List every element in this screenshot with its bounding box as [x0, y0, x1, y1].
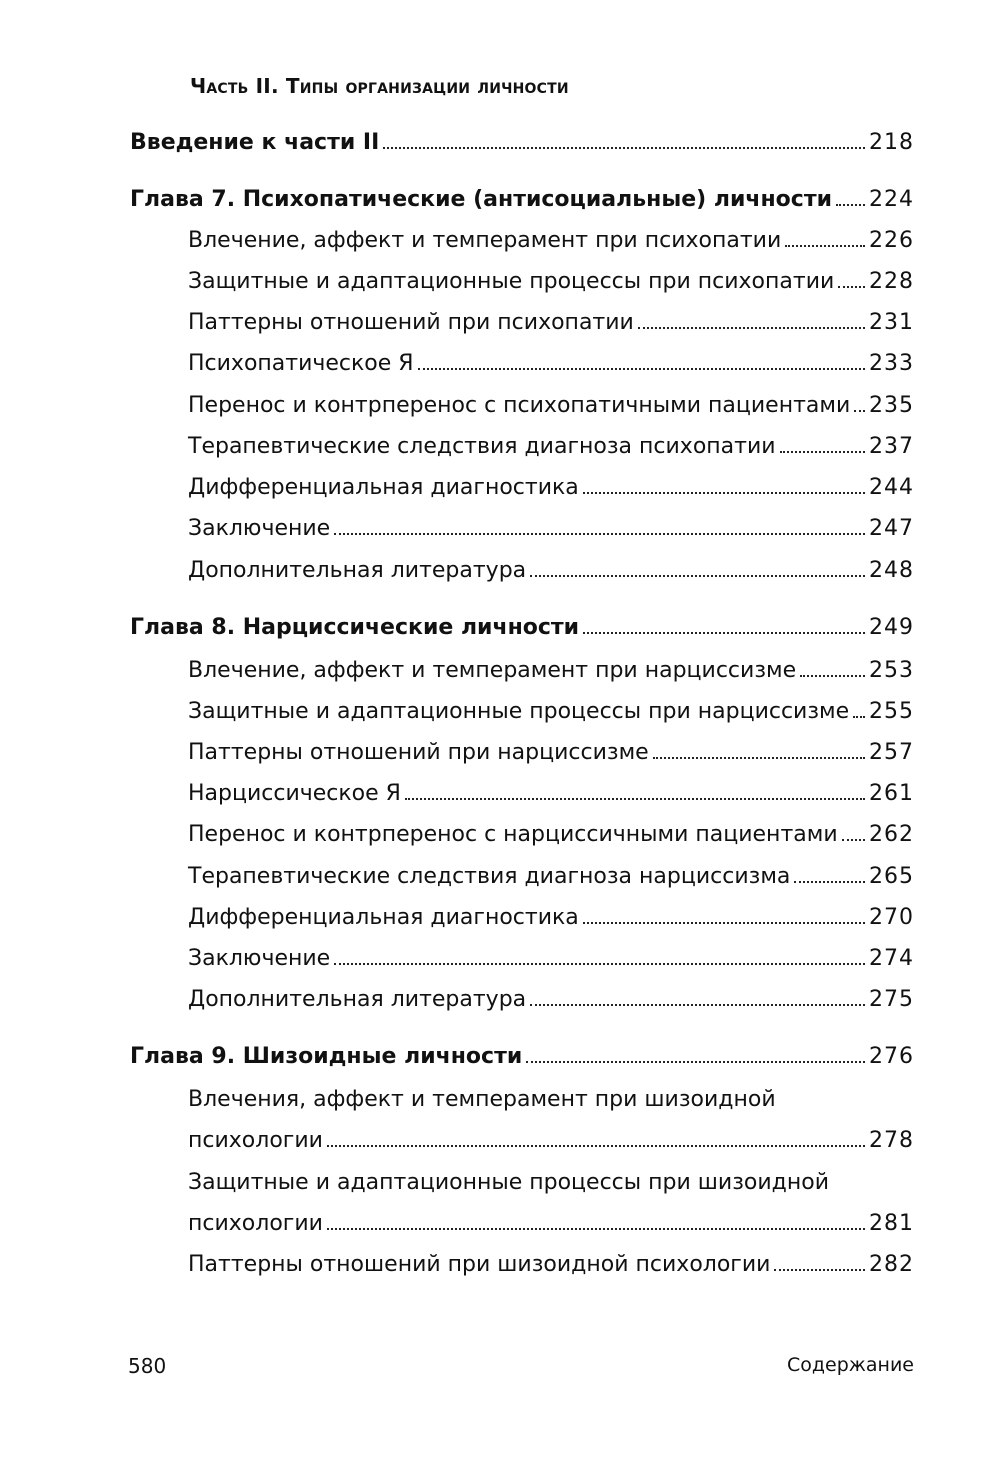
- toc-entry-page: 281: [869, 1211, 914, 1236]
- toc-section[interactable]: [188, 738, 914, 768]
- dot-leader: [583, 492, 865, 494]
- toc-entry-page: 249: [869, 615, 914, 640]
- toc-section[interactable]: [188, 432, 914, 462]
- toc-entry-title: Введение к части II: [130, 130, 380, 155]
- dot-leader: [405, 798, 865, 800]
- dot-leader: [530, 575, 865, 577]
- dot-leader: [853, 716, 865, 718]
- toc-entry-title: Психопатическое Я: [188, 351, 414, 376]
- toc-section[interactable]: [188, 1209, 914, 1239]
- toc-entry-title: Дополнительная литература: [188, 558, 527, 583]
- toc-section-line1[interactable]: Влечения, аффект и темперамент при шизоидной: [188, 1087, 776, 1112]
- toc-chapter-8[interactable]: [130, 613, 914, 643]
- toc-entry-title: Заключение: [188, 946, 331, 971]
- toc-entry-page: 261: [869, 781, 914, 806]
- toc-entry-page: 270: [869, 905, 914, 930]
- toc-section[interactable]: [188, 944, 914, 974]
- toc-entry-title: Заключение: [188, 516, 331, 541]
- toc-chapter-9[interactable]: [130, 1042, 914, 1072]
- toc-entry-title: Паттерны отношений при психопатии: [188, 310, 634, 335]
- toc-entry-page: 228: [869, 269, 914, 294]
- toc-section[interactable]: [188, 391, 914, 421]
- dot-leader: [638, 327, 865, 329]
- toc-entry-title: психологии: [188, 1211, 323, 1236]
- toc-entry-title: Паттерны отношений при нарциссизме: [188, 740, 649, 765]
- toc-section[interactable]: [188, 903, 914, 933]
- dot-leader: [653, 757, 865, 759]
- toc-section[interactable]: [188, 820, 914, 850]
- toc-entry-title: Дифференциальная диагностика: [188, 905, 579, 930]
- toc-entry-page: 226: [869, 228, 914, 253]
- toc-entry-page: 237: [869, 434, 914, 459]
- toc-entry-page: 265: [869, 864, 914, 889]
- toc-section[interactable]: [188, 308, 914, 338]
- dot-leader: [836, 204, 865, 206]
- toc-entry-page: 276: [869, 1044, 914, 1069]
- toc-entry-title: Перенос и контрперенос с нарциссичными пациентами: [188, 822, 838, 847]
- toc-section[interactable]: [188, 1250, 914, 1280]
- toc-entry-title: Терапевтические следствия диагноза психопатии: [188, 434, 776, 459]
- dot-leader: [838, 286, 865, 288]
- toc-entry-page: 235: [869, 393, 914, 418]
- dot-leader: [334, 533, 865, 535]
- dot-leader: [583, 632, 865, 634]
- toc-entry-page: 231: [869, 310, 914, 335]
- toc-entry-title: Дифференциальная диагностика: [188, 475, 579, 500]
- dot-leader: [334, 963, 865, 965]
- toc-section[interactable]: [188, 349, 914, 379]
- toc-entry-page: 218: [869, 130, 914, 155]
- dot-leader: [418, 368, 865, 370]
- toc-entry-page: 244: [869, 475, 914, 500]
- dot-leader: [780, 451, 865, 453]
- toc-entry-title: Дополнительная литература: [188, 987, 527, 1012]
- toc-entry-page: 274: [869, 946, 914, 971]
- toc-entry-title: Защитные и адаптационные процессы при нарциссизме: [188, 699, 850, 724]
- running-title: Содержание: [787, 1354, 914, 1376]
- toc-entry-title: Глава 7. Психопатические (антисоциальные) личности: [130, 187, 833, 212]
- toc-entry-page: 233: [869, 351, 914, 376]
- dot-leader: [785, 245, 865, 247]
- toc-entry-page: 248: [869, 558, 914, 583]
- dot-leader: [854, 410, 865, 412]
- toc-section[interactable]: [188, 514, 914, 544]
- dot-leader: [383, 147, 865, 149]
- dot-leader: [774, 1269, 865, 1271]
- dot-leader: [526, 1061, 865, 1063]
- toc-entry-page: 253: [869, 658, 914, 683]
- toc-entry-page: 255: [869, 699, 914, 724]
- toc-entry-page: 278: [869, 1128, 914, 1153]
- toc-section[interactable]: [188, 656, 914, 686]
- toc-entry-page: 247: [869, 516, 914, 541]
- toc-entry-page: 257: [869, 740, 914, 765]
- toc-chapter-7[interactable]: [130, 185, 914, 215]
- toc-entry-title: Влечение, аффект и темперамент при психопатии: [188, 228, 782, 253]
- toc-section[interactable]: [188, 267, 914, 297]
- toc-entry-title: Глава 9. Шизоидные личности: [130, 1044, 523, 1069]
- toc-entry-title: Нарциссическое Я: [188, 781, 401, 806]
- page-number: 580: [128, 1354, 167, 1378]
- toc-entry-title: Паттерны отношений при шизоидной психологии: [188, 1252, 771, 1277]
- toc-section[interactable]: [188, 226, 914, 256]
- toc-section[interactable]: [188, 697, 914, 727]
- dot-leader: [842, 839, 865, 841]
- dot-leader: [327, 1228, 865, 1230]
- toc-section[interactable]: [188, 1126, 914, 1156]
- toc-entry-title: Влечение, аффект и темперамент при нарциссизме: [188, 658, 797, 683]
- dot-leader: [327, 1145, 865, 1147]
- toc-section[interactable]: [188, 985, 914, 1015]
- toc-section[interactable]: [188, 473, 914, 503]
- toc-entry-page: 262: [869, 822, 914, 847]
- toc-entry-title: Перенос и контрперенос с психопатичными пациентами: [188, 393, 851, 418]
- dot-leader: [530, 1004, 865, 1006]
- toc-entry-title: Терапевтические следствия диагноза нарциссизма: [188, 864, 791, 889]
- toc-entry-title: Глава 8. Нарциссические личности: [130, 615, 580, 640]
- toc-section[interactable]: [188, 779, 914, 809]
- toc-section[interactable]: [188, 556, 914, 586]
- toc-entry-introduction[interactable]: [130, 128, 914, 158]
- toc-entry-page: 275: [869, 987, 914, 1012]
- toc-entry-title: психологии: [188, 1128, 323, 1153]
- part-heading: Часть II. Типы организации личности: [190, 74, 569, 98]
- dot-leader: [800, 675, 865, 677]
- toc-section[interactable]: [188, 862, 914, 892]
- toc-section-line1[interactable]: Защитные и адаптационные процессы при шизоидной: [188, 1170, 829, 1195]
- toc-entry-page: 224: [869, 187, 914, 212]
- toc-entry-title: Защитные и адаптационные процессы при психопатии: [188, 269, 835, 294]
- dot-leader: [583, 922, 865, 924]
- dot-leader: [794, 881, 865, 883]
- toc-entry-page: 282: [869, 1252, 914, 1277]
